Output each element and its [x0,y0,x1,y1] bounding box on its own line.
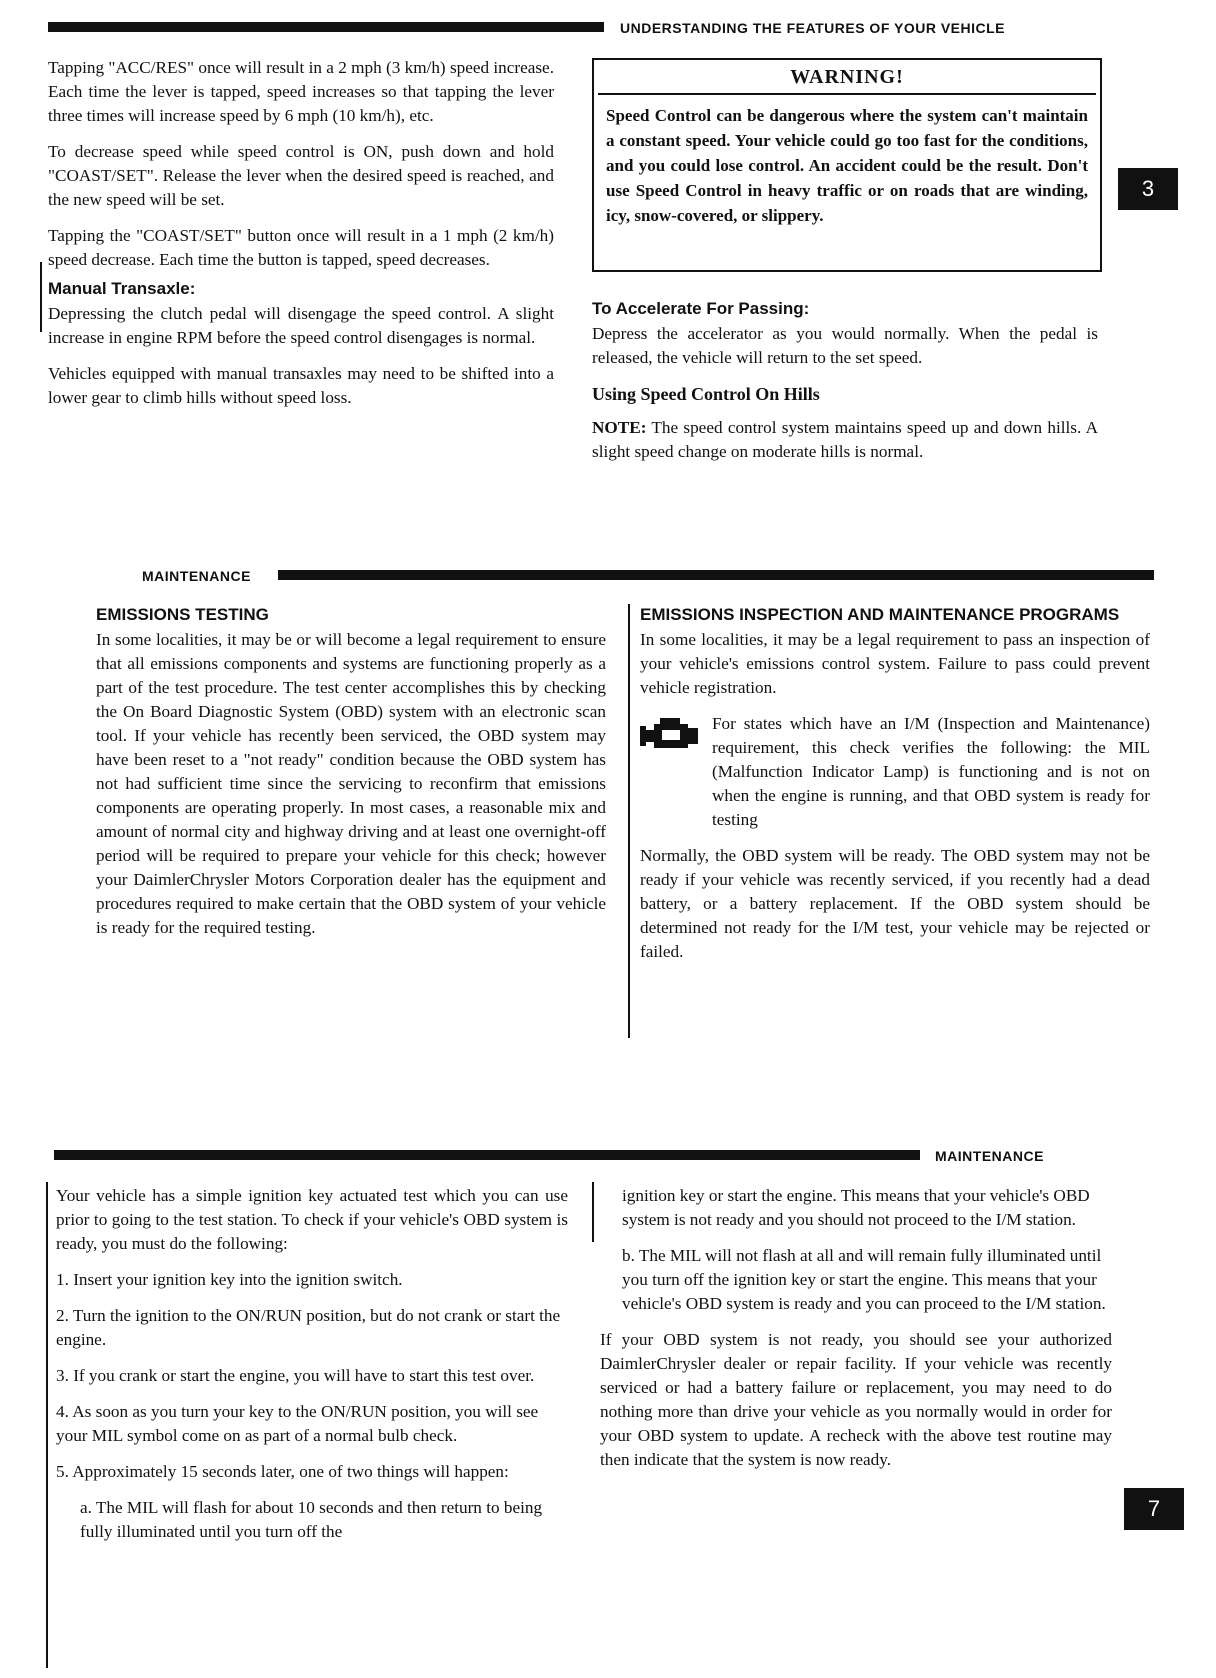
section-tab-3: 3 [1118,168,1178,210]
page1-header: UNDERSTANDING THE FEATURES OF YOUR VEHICLE [620,20,1006,36]
emissions-inspection-heading: EMISSIONS INSPECTION AND MAINTENANCE PROGRAMS [640,605,1120,624]
obd-step-a-cont: ignition key or start the engine. This means that your vehicle's OBD system is not ready and you should not proceed to the I/M station. [622,1186,1090,1229]
check-engine-icon [640,716,704,756]
emissions-testing-heading: EMISSIONS TESTING [96,605,269,624]
page2-column-divider [628,604,630,1038]
page3-header: MAINTENANCE [935,1148,1044,1164]
page3-left-bar [46,1182,48,1668]
page1-header-rule [48,22,604,32]
page1-manual-transaxle-heading: Manual Transaxle: [48,279,196,298]
speed-control-hills-heading: Using Speed Control On Hills [592,384,820,404]
obd-step-3: 3. If you crank or start the engine, you will have to start this test over. [56,1366,535,1385]
page2-left-column [96,604,606,952]
obd-check-intro: Your vehicle has a simple ignition key actuated test which you can use prior to going to the test station. To check if your vehicle's OBD system is ready, you must do the following: [56,1186,568,1253]
section-tab-7: 7 [1124,1488,1184,1530]
hills-note [592,416,1098,464]
obd-step-2: 2. Turn the ignition to the ON/RUN position, but do not crank or start the engine. [56,1306,561,1349]
emissions-inspection-p2: For states which have an I/M (Inspection and Maintenance) requirement, this check verifies the following: the MIL (Malfunction Indicator Lamp) is functioning and is not on when the engine is running, and that OBD system is ready for testing [712,714,1150,829]
accelerate-passing-text: Depress the accelerator as you would normally. When the pedal is released, the vehicle will return to the set speed. [592,324,1098,367]
accelerate-passing-heading: To Accelerate For Passing: [592,299,810,318]
emissions-testing-text: In some localities, it may be or will become a legal requirement to ensure that all emissions components and systems are functioning properly as a part of the test procedure. The test center accomplishes this by checking the On Board Diagnostic System (OBD) system with an electronic scan tool. If your vehicle has recently been serviced, the OBD system may have been reset to a "not ready" condition because the OBD system has not had sufficient time since the servicing to reconfirm that emissions components are operating properly. In most cases, a reasonable mix and amount of normal city and highway driving and at least one overnight-off period will be required to prepare your vehicle for this check; however your DaimlerChrysler Motors Corporation dealer has the equipment and procedures required to make certain that the OBD system of your vehicle is ready for the required testing. [96,630,606,937]
page1-right-column [592,292,1098,476]
page3-right-column [600,1184,1112,1484]
obd-step-b: b. The MIL will not flash at all and will remain fully illuminated until you turn off the ignition key or start the engine. This means that your vehicle's OBD system is ready and you can proceed to the I/M station. [622,1246,1106,1313]
mil-paragraph [640,712,1150,844]
page1-left-p1: Tapping "ACC/RES" once will result in a 2 mph (3 km/h) speed increase. Each time the lever is tapped, speed increases so that tapping the lever three times will increase speed by 6 mph (10 km/h), etc. [48,58,554,125]
warning-title: WARNING! [598,60,1096,95]
note-text: The speed control system maintains speed up and down hills. A slight speed change on moderate hills is normal. [592,418,1098,461]
page1-left-column [48,56,554,422]
page2-header: MAINTENANCE [142,568,251,584]
page1-change-bar [40,262,42,332]
page1-left-p4: Depressing the clutch pedal will disengage the speed control. A slight increase in engine RPM before the speed control disengages is normal. [48,304,554,347]
page2-right-column [640,604,1150,976]
obd-step-5: 5. Approximately 15 seconds later, one of two things will happen: [56,1462,509,1481]
emissions-inspection-p3: Normally, the OBD system will be ready. The OBD system may not be ready if your vehicle was recently serviced, if you recently had a dead battery, or a battery replacement. If the OBD system should be determined not ready for the I/M test, your vehicle may be rejected or failed. [640,846,1150,961]
page1-left-p2: To decrease speed while speed control is ON, push down and hold "COAST/SET". Release the lever when the desired speed is reached, and the new speed will be set. [48,142,554,209]
page2-header-rule [278,570,1154,580]
warning-body: Speed Control can be dangerous where the system can't maintain a constant speed. Your vehicle could go too fast for the conditions, and you could lose control. An accident could be the result. Don't use Speed Control in heavy traffic or on roads that are winding, icy, snow-covered, or slippery. [606,106,1088,225]
page1-left-p3: Tapping the "COAST/SET" button once will result in a 1 mph (2 km/h) speed decrease. Each time the button is tapped, speed decreases. [48,226,554,269]
obd-step-1: 1. Insert your ignition key into the ignition switch. [56,1270,403,1289]
warning-box [592,58,1102,272]
page3-column-divider [592,1182,594,1242]
page3-left-column [56,1184,568,1556]
page1-left-p5: Vehicles equipped with manual transaxles may need to be shifted into a lower gear to climb hills without speed loss. [48,364,554,407]
note-label: NOTE: [592,418,647,437]
page3-header-rule [54,1150,920,1160]
emissions-inspection-p1: In some localities, it may be a legal requirement to pass an inspection of your vehicle's emissions control system. Failure to pass could prevent vehicle registration. [640,630,1150,697]
obd-step-a: a. The MIL will flash for about 10 seconds and then return to being fully illuminated until you turn off the [80,1498,543,1541]
obd-not-ready: If your OBD system is not ready, you should see your authorized DaimlerChrysler dealer or repair facility. If your vehicle was recently serviced or had a battery failure or replacement, you may need to do nothing more than drive your vehicle as you normally would in order for your OBD system to update. A recheck with the above test routine may then indicate that the system is now ready. [600,1330,1112,1469]
obd-step-4: 4. As soon as you turn your key to the ON/RUN position, you will see your MIL symbol come on as part of a normal bulb check. [56,1402,539,1445]
